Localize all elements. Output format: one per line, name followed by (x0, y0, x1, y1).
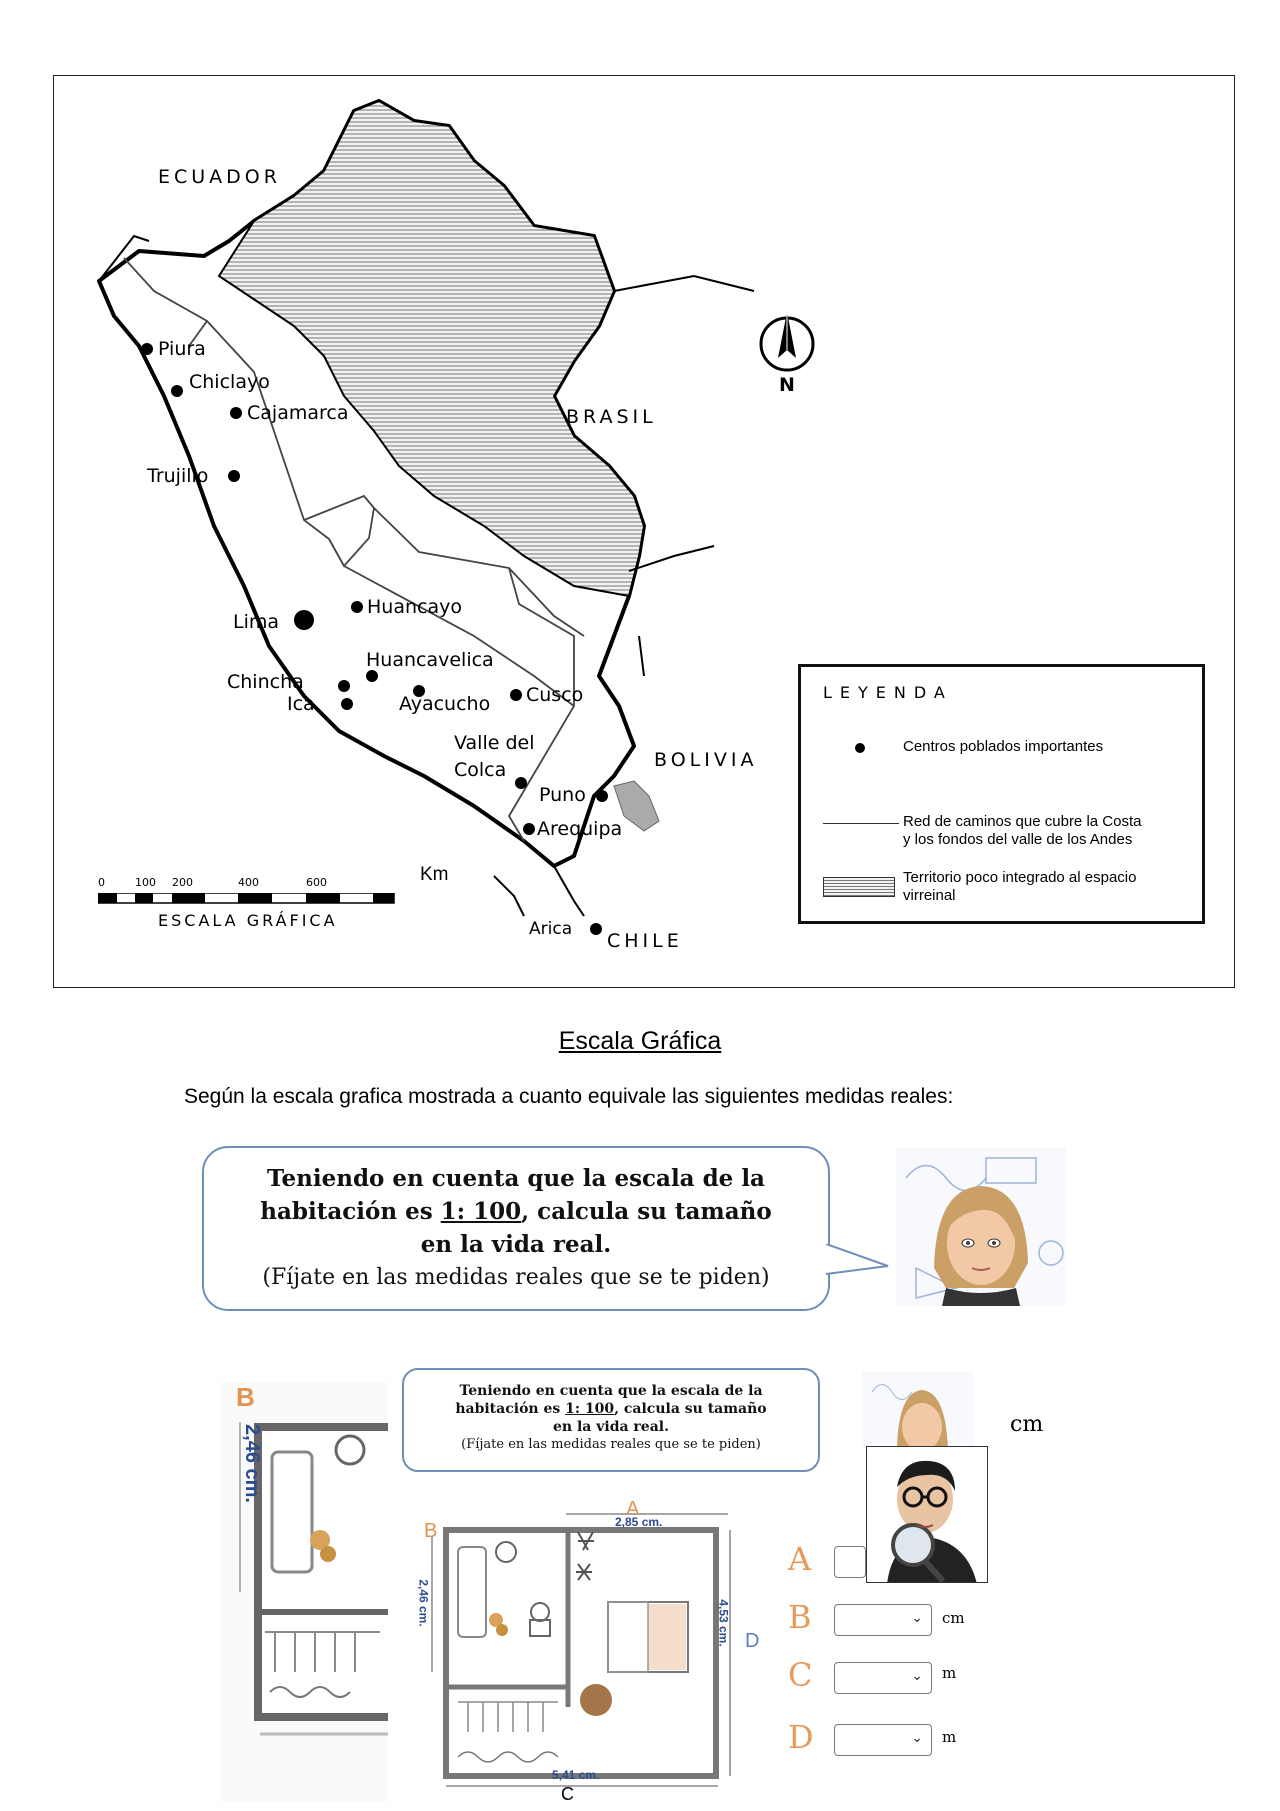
city-huancavelica: Huancavelica (366, 649, 494, 671)
answer-letter-b: B (788, 1598, 812, 1636)
speech-bubble-large (202, 1146, 830, 1311)
answer-unit-d: m (942, 1728, 957, 1746)
legend-dot-icon (855, 743, 865, 753)
answer-select-d[interactable] (834, 1724, 932, 1756)
answer-select-b[interactable] (834, 1604, 932, 1636)
city-chiclayo: Chiclayo (189, 371, 270, 393)
city-cajamarca: Cajamarca (247, 402, 349, 424)
city-arequipa: Arequipa (537, 818, 623, 840)
answer-letter-d: D (788, 1718, 814, 1756)
legend-item-centers: Centros poblados importantes (903, 738, 1104, 755)
plan-letter-c: C (561, 1784, 574, 1804)
small-bubble-scale: 1: 100 (565, 1401, 615, 1417)
scale-tick-400: 400 (238, 876, 259, 889)
answer-unit-c: m (942, 1664, 957, 1682)
floorplan-zoom (220, 1382, 388, 1802)
zoom-dim-b: 2,46 cm. (240, 1424, 263, 1503)
chevron-down-icon: ⌄ (911, 1609, 923, 1625)
answer-letter-c: C (788, 1656, 813, 1694)
compass-icon (761, 312, 813, 370)
avatar-detective (866, 1446, 988, 1583)
label-bolivia: BOLIVIA (654, 749, 758, 771)
zoom-letter-b: B (236, 1382, 255, 1412)
city-valle-1: Valle del (454, 732, 535, 754)
small-bubble-line-3: en la vida real. (553, 1419, 669, 1435)
city-cusco: Cusco (526, 684, 584, 706)
answer-unit-b: cm (942, 1609, 965, 1627)
bubble-line-1: Teniendo en cuenta que la escala de la (267, 1165, 765, 1192)
label-ecuador: ECUADOR (158, 166, 281, 188)
plan-letter-a: A (626, 1498, 640, 1520)
city-lima: Lima (233, 611, 280, 633)
scale-tick-200: 200 (172, 876, 193, 889)
city-arica: Arica (529, 919, 573, 939)
city-chincha: Chincha (227, 671, 304, 693)
small-bubble-line-2-post: , calcula su tamaño (614, 1401, 767, 1417)
bubble-scale: 1: 100 (440, 1198, 522, 1225)
legend-item-roads-2: y los fondos del valle de los Andes (903, 831, 1133, 848)
scale-unit: Km (420, 864, 449, 885)
legend-item-roads-1: Red de caminos que cubre la Costa (903, 813, 1142, 830)
peru-map (53, 75, 1235, 988)
plan-dim-d: 4,53 cm. (716, 1599, 731, 1647)
side-unit-cm: cm (1010, 1412, 1044, 1437)
plan-letter-d: D (745, 1630, 760, 1652)
city-valle-2: Colca (454, 759, 507, 781)
avatar-detective-drawing (867, 1447, 988, 1583)
scale-tick-0: 0 (98, 876, 105, 889)
city-trujillo: Trujillo (147, 465, 209, 487)
small-bubble-line-2-pre: habitación es (455, 1401, 566, 1417)
avatar-teacher-large (896, 1148, 1066, 1306)
chevron-down-icon: ⌄ (911, 1667, 923, 1683)
small-bubble-line-1: Teniendo en cuenta que la escala de la (459, 1383, 763, 1399)
label-chile: CHILE (607, 930, 683, 952)
bubble-line-2-pre: habitación es (260, 1198, 441, 1225)
bubble-line-2 (204, 1195, 828, 1228)
plan-dim-a: 2,85 cm. (615, 1515, 663, 1529)
city-ayacucho: Ayacucho (399, 693, 491, 715)
city-piura: Piura (158, 338, 206, 360)
city-huancayo: Huancayo (367, 596, 462, 618)
avatar-teacher-small (862, 1372, 974, 1450)
scale-tick-600: 600 (306, 876, 327, 889)
speech-bubble-small (402, 1368, 820, 1472)
city-puno: Puno (539, 784, 586, 806)
bubble-line-3: en la vida real. (420, 1231, 612, 1258)
scale-tick-100: 100 (135, 876, 156, 889)
instructions: Según la escala grafica mostrada a cuanto equivale las siguientes medidas reales: (184, 1085, 954, 1108)
legend-title: LEYENDA (823, 683, 953, 702)
bubble-line-4: (Fíjate en las medidas reales que se te piden) (262, 1265, 770, 1290)
floorplan (418, 1502, 738, 1792)
answer-select-a[interactable] (834, 1546, 866, 1578)
answer-select-c[interactable] (834, 1662, 932, 1694)
legend-hatch-icon (823, 877, 895, 897)
compass-n: N (779, 374, 795, 396)
legend-item-territory-1: Territorio poco integrado al espacio (903, 869, 1137, 886)
label-brasil: BRASIL (566, 406, 657, 428)
map-legend (798, 664, 1205, 924)
legend-item-territory-2: virreinal (903, 887, 956, 904)
bubble-tail (826, 1244, 896, 1284)
legend-line-icon (823, 823, 899, 824)
chevron-down-icon: ⌄ (911, 1729, 923, 1745)
plan-dim-b: 2,46 cm. (416, 1579, 431, 1627)
small-bubble-line-4: (Fíjate en las medidas reales que se te piden) (461, 1437, 761, 1452)
answer-letter-a: A (788, 1540, 812, 1578)
city-ica: Ica (287, 693, 315, 715)
plan-letter-b: B (424, 1520, 438, 1542)
scale-caption: ESCALA GRÁFICA (158, 911, 338, 930)
plan-dim-c: 5,41 cm. (552, 1768, 600, 1782)
small-bubble-line-2 (404, 1400, 818, 1418)
section-title: Escala Gráfica (558, 1027, 722, 1055)
bubble-line-2-post: , calcula su tamaño (521, 1198, 772, 1225)
scale-bar-graphic (98, 893, 398, 907)
